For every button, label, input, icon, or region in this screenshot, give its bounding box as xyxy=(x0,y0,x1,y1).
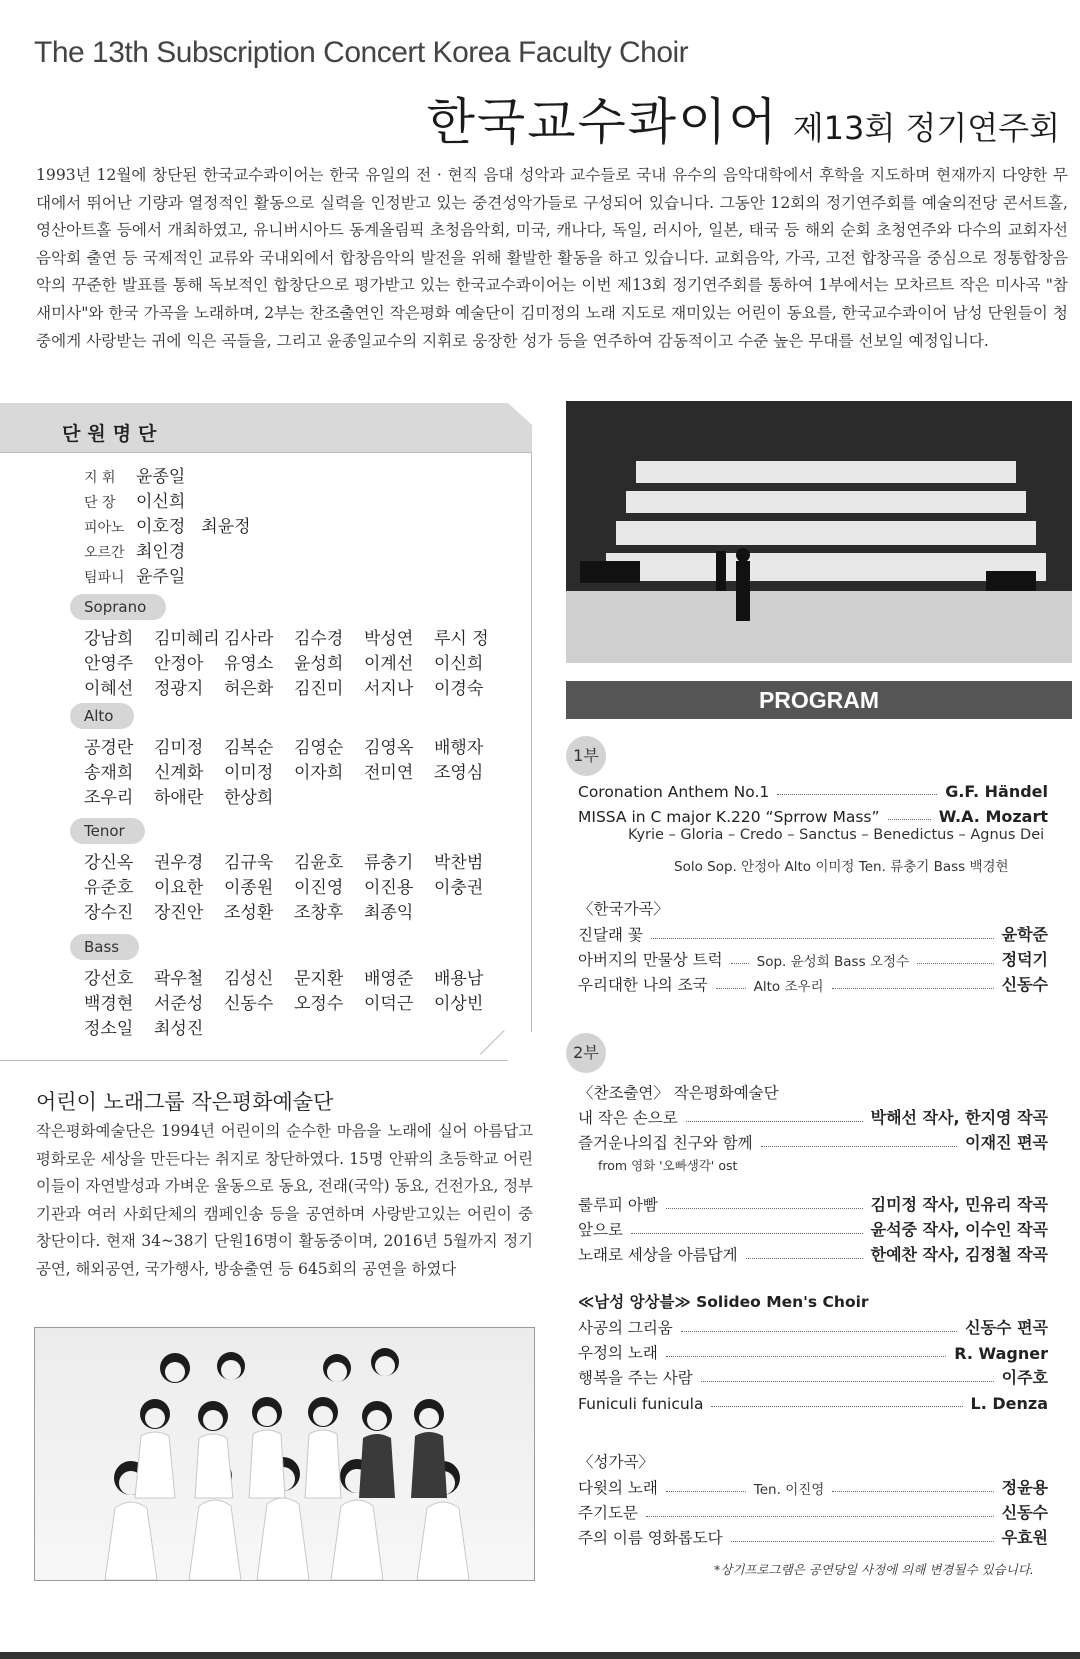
piece-title: 우리대한 나의 조국 xyxy=(578,976,708,994)
member-name: 이충권 xyxy=(434,878,484,898)
leader-dots xyxy=(917,963,994,964)
mass-movements: Kyrie – Gloria – Credo – Sanctus – Benedictus – Agnus Dei xyxy=(628,827,1045,843)
member-name: 이경숙 xyxy=(434,679,484,699)
leader-dots xyxy=(711,1406,962,1407)
member-name: 문지환 xyxy=(294,969,344,989)
kids-group-photo xyxy=(34,1327,535,1581)
member-name: 김영옥 xyxy=(364,738,414,758)
name-row xyxy=(84,624,504,649)
program-row xyxy=(578,1241,1048,1265)
member-name: 김성신 xyxy=(224,969,274,989)
member-name: 이혜선 xyxy=(84,679,134,699)
leader-dots xyxy=(631,1233,863,1234)
member-name: 이미정 xyxy=(224,763,274,783)
composer: 정윤용 xyxy=(1001,1478,1048,1497)
leader-dots xyxy=(731,1541,994,1542)
program-row xyxy=(578,1389,1048,1413)
leader-dots xyxy=(832,1491,993,1492)
korean-title: 한국교수콰이어 xyxy=(426,93,779,151)
composer: 이주호 xyxy=(1001,1368,1048,1387)
staff-name: 이호정 xyxy=(136,517,186,537)
name-row xyxy=(84,733,504,758)
leader-dots xyxy=(746,1258,863,1259)
composer: 신동수 xyxy=(1001,1503,1048,1522)
member-name: 안영주 xyxy=(84,654,134,674)
staff-role: 피아노 xyxy=(84,520,125,536)
member-name: 공경란 xyxy=(84,738,134,758)
section-label-bass: Bass xyxy=(70,934,139,960)
tenor-names xyxy=(84,848,504,923)
roster-title: 단원명단 xyxy=(62,423,164,445)
piece-title: 주기도문 xyxy=(578,1504,638,1522)
member-name: 백경현 xyxy=(84,994,134,1014)
staff-role: 팀파니 xyxy=(84,570,125,586)
name-row xyxy=(84,649,504,674)
member-name: 하애란 xyxy=(154,788,204,808)
program-row xyxy=(578,921,1048,945)
member-name: 조우리 xyxy=(84,788,134,808)
member-name: 오정수 xyxy=(294,994,344,1014)
name-row xyxy=(84,989,504,1014)
name-row xyxy=(84,964,504,989)
leader-dots xyxy=(666,1208,863,1209)
member-name: 이진영 xyxy=(294,878,344,898)
member-name: 신계화 xyxy=(154,763,204,783)
kids-photo-illustration xyxy=(35,1328,534,1580)
member-name: 서준성 xyxy=(154,994,204,1014)
program-row xyxy=(578,946,1048,970)
leader-dots xyxy=(681,1331,957,1332)
piece-title: Coronation Anthem No.1 xyxy=(578,783,770,801)
piece-title: 룰루피 아빰 xyxy=(578,1196,658,1214)
composer: 윤석중 작사, 이수인 작곡 xyxy=(870,1220,1048,1239)
composer: 윤학준 xyxy=(1001,925,1048,944)
program-row xyxy=(578,1524,1048,1548)
program-row xyxy=(578,1499,1048,1523)
member-name: 김진미 xyxy=(294,679,344,699)
member-name: 김복순 xyxy=(224,738,274,758)
name-row xyxy=(84,783,504,808)
leader-dots xyxy=(686,1121,863,1122)
piece-title: 진달래 꽃 xyxy=(578,926,643,944)
member-name: 유영소 xyxy=(224,654,274,674)
performers: Alto 조우리 xyxy=(753,979,824,995)
part2-badge: 2부 xyxy=(566,1033,606,1073)
member-name: 안정아 xyxy=(154,654,204,674)
member-name: 배영준 xyxy=(364,969,414,989)
soprano-names xyxy=(84,624,504,699)
leader-dots xyxy=(651,938,994,939)
member-name: 이덕근 xyxy=(364,994,414,1014)
composer: W.A. Mozart xyxy=(938,807,1048,826)
member-name: 이진용 xyxy=(364,878,414,898)
sacred-songs-label: 〈성가곡〉 xyxy=(578,1453,654,1471)
kids-group-title: 어린이 노래그룹 작은평화예술단 xyxy=(36,1090,334,1114)
piece-title: 앞으로 xyxy=(578,1221,623,1239)
member-name: 송재희 xyxy=(84,763,134,783)
leader-dots xyxy=(716,988,746,989)
member-name: 배용남 xyxy=(434,969,484,989)
member-name: 조영심 xyxy=(434,763,484,783)
member-name: 김영순 xyxy=(294,738,344,758)
member-name: 유준호 xyxy=(84,878,134,898)
performers: Sop. 윤성희 Bass 오정수 xyxy=(756,954,910,970)
member-name: 김규욱 xyxy=(224,853,274,873)
guest-label: 〈찬조출연〉 작은평화예술단 xyxy=(578,1084,779,1102)
member-name: 배행자 xyxy=(434,738,484,758)
program-row xyxy=(578,1191,1048,1215)
leader-dots xyxy=(646,1516,994,1517)
divider xyxy=(0,452,532,453)
program-row xyxy=(578,1216,1048,1240)
section-label-soprano: Soprano xyxy=(70,594,166,620)
staff-role: 오르간 xyxy=(84,545,125,561)
member-name: 김사라 xyxy=(224,629,274,649)
staff-role: 지 휘 xyxy=(84,470,116,486)
program-row xyxy=(578,1129,1048,1153)
program-row xyxy=(578,1314,1048,1338)
composer: R. Wagner xyxy=(954,1344,1048,1363)
member-name: 강남희 xyxy=(84,629,134,649)
leader-dots xyxy=(832,988,994,989)
staff-name: 윤종일 xyxy=(136,467,186,487)
piece-title: Funiculi funicula xyxy=(578,1395,704,1413)
piece-title: 주의 이름 영화롭도다 xyxy=(578,1529,723,1547)
composer: 정덕기 xyxy=(1001,950,1048,969)
staff-row xyxy=(84,562,201,587)
member-name: 루시 정 xyxy=(434,629,489,649)
guest-note: from 영화 '오빠생각' ost xyxy=(598,1158,738,1173)
name-row xyxy=(84,848,504,873)
leader-dots xyxy=(777,794,937,795)
member-name: 김미정 xyxy=(154,738,204,758)
piece-title: 행복을 주는 사람 xyxy=(578,1369,693,1387)
member-name: 곽우철 xyxy=(154,969,204,989)
leader-dots xyxy=(701,1381,994,1382)
part1-badge: 1부 xyxy=(566,736,606,776)
member-name: 류충기 xyxy=(364,853,414,873)
member-name: 최성진 xyxy=(154,1019,204,1039)
leader-dots xyxy=(666,1356,946,1357)
korean-title-block xyxy=(427,82,1060,154)
leader-dots xyxy=(731,963,749,964)
member-name: 서지나 xyxy=(364,679,414,699)
staff-row xyxy=(84,462,201,487)
member-name: 장진안 xyxy=(154,903,204,923)
composer: G.F. Händel xyxy=(945,782,1048,801)
piece-title: 내 작은 손으로 xyxy=(578,1109,678,1127)
section-label-alto: Alto xyxy=(70,703,134,729)
member-name: 신동수 xyxy=(224,994,274,1014)
composer: L. Denza xyxy=(970,1394,1048,1413)
piece-title: 노래로 세상을 아름답게 xyxy=(578,1246,738,1264)
member-name: 정소일 xyxy=(84,1019,134,1039)
staff-row xyxy=(84,512,267,537)
program-footnote: *상기프로그램은 공연당일 사정에 의해 변경될수 있습니다. xyxy=(714,1562,1034,1577)
staff-name: 최윤정 xyxy=(201,517,251,537)
piece-title: MISSA in C major K.220 “Sprrow Mass” xyxy=(578,808,880,826)
leader-dots xyxy=(666,1491,746,1492)
member-name: 조성환 xyxy=(224,903,274,923)
composer: 우효원 xyxy=(1001,1528,1048,1547)
member-name: 이자희 xyxy=(294,763,344,783)
name-row xyxy=(84,873,504,898)
member-name: 한상희 xyxy=(224,788,274,808)
english-title: The 13th Subscription Concert Korea Faculty Choir xyxy=(34,36,689,69)
name-row xyxy=(84,898,504,923)
bass-names xyxy=(84,964,504,1039)
name-row xyxy=(84,758,504,783)
program-row xyxy=(578,1339,1048,1363)
member-name: 김수경 xyxy=(294,629,344,649)
divider xyxy=(0,1060,508,1061)
piece-title: 사공의 그리움 xyxy=(578,1319,673,1337)
composer: 박해선 작사, 한지영 작곡 xyxy=(870,1108,1048,1127)
staff-role: 단 장 xyxy=(84,495,116,511)
korean-songs-label: 〈한국가곡〉 xyxy=(578,900,669,918)
member-name: 정광지 xyxy=(154,679,204,699)
staff-name: 최인경 xyxy=(136,542,186,562)
member-name: 전미연 xyxy=(364,763,414,783)
member-name: 이종원 xyxy=(224,878,274,898)
member-name: 권우경 xyxy=(154,853,204,873)
leader-dots xyxy=(761,1146,958,1147)
kids-group-description: 작은평화예술단은 1994년 어린이의 순수한 마음을 노래에 실어 아름답고 평화로운 세상을 만든다는 취지로 창단하였다. 15명 안팎의 초등학교 어린이들이 자연발성과 가벼운 율동으로 동요, 전래(국악) 동요, 건전가요, 정부기관과 여러 사회단체의 캠페인송 등을 공연하며 사랑받고있는 어린이 중창단이다. 현재 34~38기 단원16명이 활동중이며, 2016년 5월까지 정기공연, 해외공연, 국가행사, 방송출연 등 645회의 공연을 하였다 xyxy=(36,1122,533,1278)
member-name: 이상빈 xyxy=(434,994,484,1014)
divider xyxy=(531,452,532,1032)
soloists: Solo Sop. 안정아 Alto 이미정 Ten. 류충기 Bass 백경현 xyxy=(674,859,1009,875)
piece-title: 우정의 노래 xyxy=(578,1344,658,1362)
program-row xyxy=(578,1104,1048,1128)
staff-row xyxy=(84,537,201,562)
member-name: 김미혜리 xyxy=(154,629,220,649)
leader-dots xyxy=(888,819,931,820)
member-name: 이계선 xyxy=(364,654,414,674)
program-row xyxy=(578,1364,1048,1388)
name-row xyxy=(84,674,504,699)
member-name: 강신옥 xyxy=(84,853,134,873)
member-name: 박성연 xyxy=(364,629,414,649)
member-name: 박찬범 xyxy=(434,853,484,873)
name-row xyxy=(84,1014,504,1039)
program-row xyxy=(578,971,1048,995)
member-name: 허은화 xyxy=(224,679,274,699)
choir-photo-illustration xyxy=(566,401,1072,663)
member-name: 이요한 xyxy=(154,878,204,898)
staff-name: 이신희 xyxy=(136,492,186,512)
staff-row xyxy=(84,487,201,512)
composer: 이재진 편곡 xyxy=(965,1133,1048,1152)
program-row xyxy=(578,777,1048,801)
choir-concert-photo xyxy=(566,401,1072,663)
member-name: 최종익 xyxy=(364,903,414,923)
composer: 한예찬 작사, 김정철 작곡 xyxy=(870,1245,1048,1264)
intro-paragraph: 1993년 12월에 창단된 한국교수콰이어는 한국 유일의 전 · 현직 음대 성악과 교수들로 국내 유수의 음악대학에서 후학을 지도하며 현재까지 다양한 무대에서 뛰어난 기량과 열정적인 활동으로 실력을 인정받고 있는 중견성악가들로 구성되어 있습니다. 그동안 12회의 정기연주회를 예술의전당 콘서트홀, 영산아트홀 등에서 개최하였고, 유니버시아드 동계올림픽 초청음악회, 미국, 캐나다, 독일, 러시아, 일본, 태국 등 해외 순회 초청연주와 다수의 교회자선음악회 출연 등 국제적인 교류와 국내외에서 합창음악의 발전을 위해 활발한 활동을 하고 있습니다. 교회음악, 가곡, 고전 합창곡을 중심으로 정통합창음악의 꾸준한 발표를 통해 독보적인 합창단으로 평가받고 있는 한국교수콰이어는 이번 제13회 정기연주회를 통하여 1부에서는 모차르트 작은 미사곡 "참새미사"와 한국 가곡을 노래하며, 2부는 찬조출연인 작은평화 예술단이 김미정의 노래 지도로 재미있는 어린이 동요를, 한국교수콰이어 남성 단원들이 청중에게 사랑받는 귀에 익은 곡들을, 그리고 윤종일교수의 지휘로 웅장한 성가 등을 연주하여 감동적이고 수준 높은 무대를 선보일 예정입니다. xyxy=(36,166,1068,350)
mens-ensemble-label: ≪남성 앙상블≫ Solideo Men's Choir xyxy=(578,1293,869,1311)
composer: 신동수 편곡 xyxy=(965,1318,1048,1337)
program-title: PROGRAM xyxy=(566,681,1072,719)
alto-names xyxy=(84,733,504,808)
korean-subtitle: 제13회 정기연주회 xyxy=(792,109,1060,147)
member-name: 윤성희 xyxy=(294,654,344,674)
member-name: 장수진 xyxy=(84,903,134,923)
composer: 김미정 작사, 민유리 작곡 xyxy=(870,1195,1048,1214)
member-name: 강선호 xyxy=(84,969,134,989)
bottom-border xyxy=(0,1652,1080,1659)
member-name: 김윤호 xyxy=(294,853,344,873)
piece-title: 즐거운나의집 친구와 함께 xyxy=(578,1134,753,1152)
piece-title: 다윗의 노래 xyxy=(578,1479,658,1497)
composer: 신동수 xyxy=(1001,975,1048,994)
section-label-tenor: Tenor xyxy=(70,818,145,844)
program-row xyxy=(578,802,1048,826)
staff-name: 윤주일 xyxy=(136,567,186,587)
member-name: 이신희 xyxy=(434,654,484,674)
piece-title: 아버지의 만물상 트럭 xyxy=(578,951,723,969)
program-row xyxy=(578,1474,1048,1498)
performers: Ten. 이진영 xyxy=(753,1482,825,1498)
member-name: 조창후 xyxy=(294,903,344,923)
